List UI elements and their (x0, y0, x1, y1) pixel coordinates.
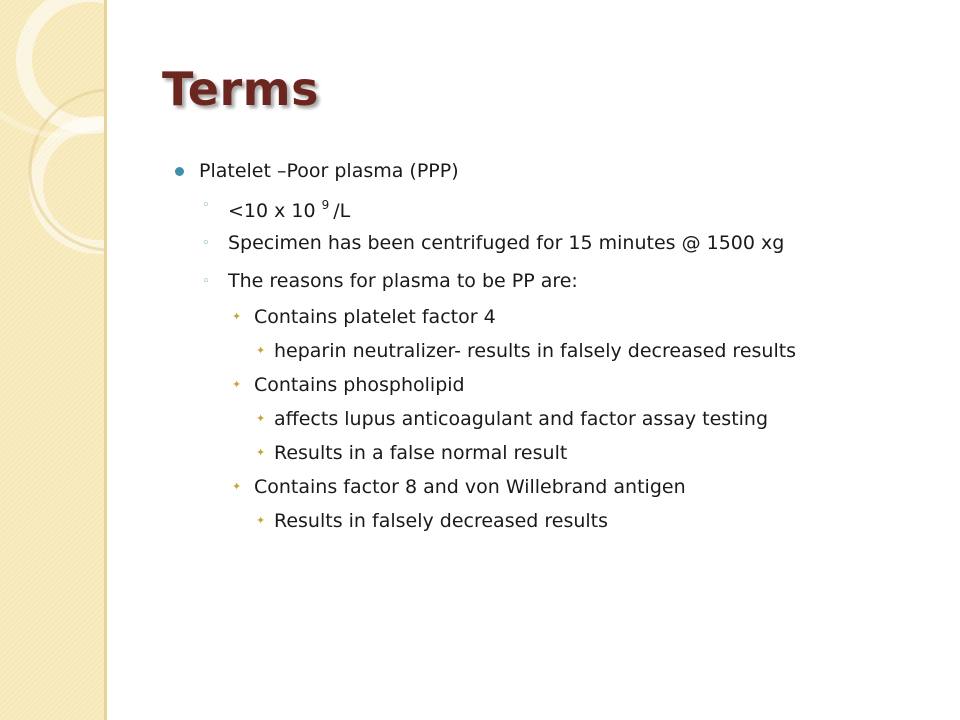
bullet-ring-icon: ◦ (202, 236, 210, 251)
bullet-text-superscript: 9 (321, 198, 330, 212)
bullet-text: heparin neutralizer- results in falsely decreased results (274, 340, 797, 362)
bullet-text: Contains phospholipid (254, 374, 465, 396)
bullet-text: Results in a false normal result (274, 442, 568, 464)
bullet-ring-icon: ◦ (202, 274, 210, 289)
bullet-text: Contains platelet factor 4 (254, 306, 496, 328)
bullet-text-pre: <10 x 10 (228, 200, 316, 222)
bullet-item (174, 158, 934, 190)
decorative-circles (0, 0, 107, 720)
bullet-item (174, 508, 934, 542)
bullet-item (174, 230, 934, 266)
bullet-text: Contains factor 8 and von Willebrand antigen (254, 476, 686, 498)
decorative-side-band (0, 0, 107, 720)
bullet-text: Results in falsely decreased results (274, 510, 609, 532)
bullet-star-icon: ✦ (256, 412, 266, 425)
bullet-star-icon: ✦ (256, 514, 266, 527)
bullet-item (174, 440, 934, 474)
bullet-text: affects lupus anticoagulant and factor assay testing (274, 408, 769, 430)
bullet-text: The reasons for plasma to be PP are: (228, 270, 578, 292)
bullet-item (174, 474, 934, 508)
bullet-item (174, 406, 934, 440)
bullet-item (174, 192, 934, 228)
bullet-item (174, 338, 934, 372)
bullet-item (174, 304, 934, 338)
bullet-text: Specimen has been centrifuged for 15 minutes @ 1500 xg (228, 232, 785, 254)
bullet-star-icon: ✦ (256, 446, 266, 459)
bullet-text-post: /L (333, 200, 351, 222)
bullet-dot-icon (175, 167, 184, 176)
bullet-item (174, 372, 934, 406)
bullet-ring-icon: ◦ (202, 198, 210, 213)
bullet-item (174, 268, 934, 304)
bullet-text (228, 192, 350, 224)
bullet-star-icon: ✦ (256, 344, 266, 357)
bullet-text: Platelet –Poor plasma (PPP) (199, 160, 459, 182)
bullet-list (174, 158, 934, 542)
slide-title: Terms (162, 62, 319, 116)
bullet-star-icon: ✦ (232, 378, 242, 391)
bullet-star-icon: ✦ (232, 310, 242, 323)
band-edge (104, 0, 107, 720)
bullet-star-icon: ✦ (232, 480, 242, 493)
